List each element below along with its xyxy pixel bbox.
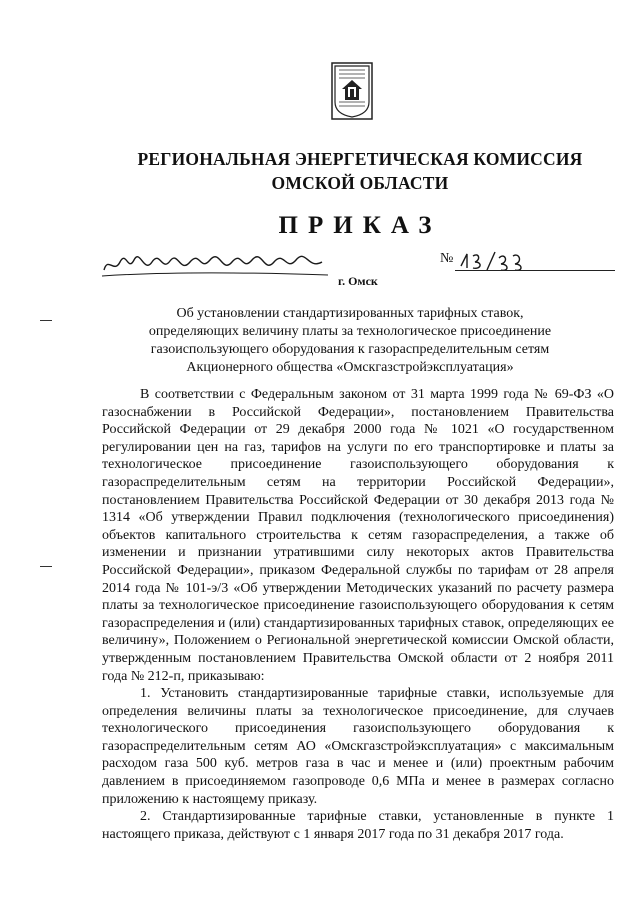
item-1-paragraph: 1. Установить стандартизированные тарифные ставки, используемые для определения величины платы за технологическое присоединение, для случаев технологического присоединения газоиспользующего оборудования к газораспределительным сетям АО «Омскгазстройэксплуатация» с максимальным расходом газа 500 куб. метров газа в час и менее и (или) проектным рабочим давлением в присоединяемом газопроводе 0,6 МПа и менее в размерах согласно приложению к настоящему приказу. [102, 686, 614, 807]
handwritten-date [100, 250, 330, 280]
order-body [102, 386, 614, 843]
item-2-paragraph: 2. Стандартизированные тарифные ставки, установленные в пункте 1 настоящего приказа, действуют с 1 января 2017 года по 31 декабря 2017 года. [102, 809, 614, 842]
order-subject [120, 305, 580, 377]
preamble-paragraph: В соответствии с Федеральным законом от 31 марта 1999 года № 69-ФЗ «О газоснабжении в Российской Федерации», постановлением Правительства Российской Федерации от 29 декабря 2000 года № 1021 «О государственном регулировании цен на газ, тарифов на услуги по его транспортировке и платы за технологическое присоединение газоиспользующего оборудования к газораспределительным сетям на территории Российской Федерации», постановлением Правительства Российской Федерации от 30 декабря 2013 года № 1314 «Об утверждении Правил подключения (технологического присоединения) объектов капитального строительства к сетям газораспределения, а также об изменении и признании утратившими силу некоторых актов Правительства Российской Федерации», приказом Федеральной службы по тарифам от 28 апреля 2014 года № 101-э/3 «Об утверждении Методических указаний по расчету размера платы за технологическое присоединение газоиспользующего оборудования к сетям газораспределения и (или) стандартизированных тарифных ставок, определяющих ее величину», Положением о Региональной энергетической комиссии Омской области, утвержденным постановлением Правительства Омской области от 2 ноября 2011 года № 212-п, приказываю: [102, 387, 614, 684]
coat-of-arms-icon [331, 62, 373, 120]
margin-dash [40, 566, 52, 567]
number-underline [455, 270, 615, 271]
org-name-line-1: РЕГИОНАЛЬНАЯ ЭНЕРГЕТИЧЕСКАЯ КОМИССИЯ [137, 149, 583, 169]
city-label: г. Омск [338, 274, 378, 288]
margin-dash [40, 320, 52, 321]
subject-line: определяющих величину платы за технологическое присоединение [148, 324, 552, 339]
subject-line: Об установлении стандартизированных тарифных ставок, [176, 306, 524, 321]
number-sign: № [440, 251, 454, 266]
org-name-line-2: ОМСКОЙ ОБЛАСТИ [271, 173, 449, 193]
subject-line: газоиспользующего оборудования к газораспределительным сетям [150, 342, 550, 357]
document-type-title: ПРИКАЗ [278, 212, 442, 239]
subject-line: Акционерного общества «Омскгазстройэксплуатация» [186, 360, 514, 375]
